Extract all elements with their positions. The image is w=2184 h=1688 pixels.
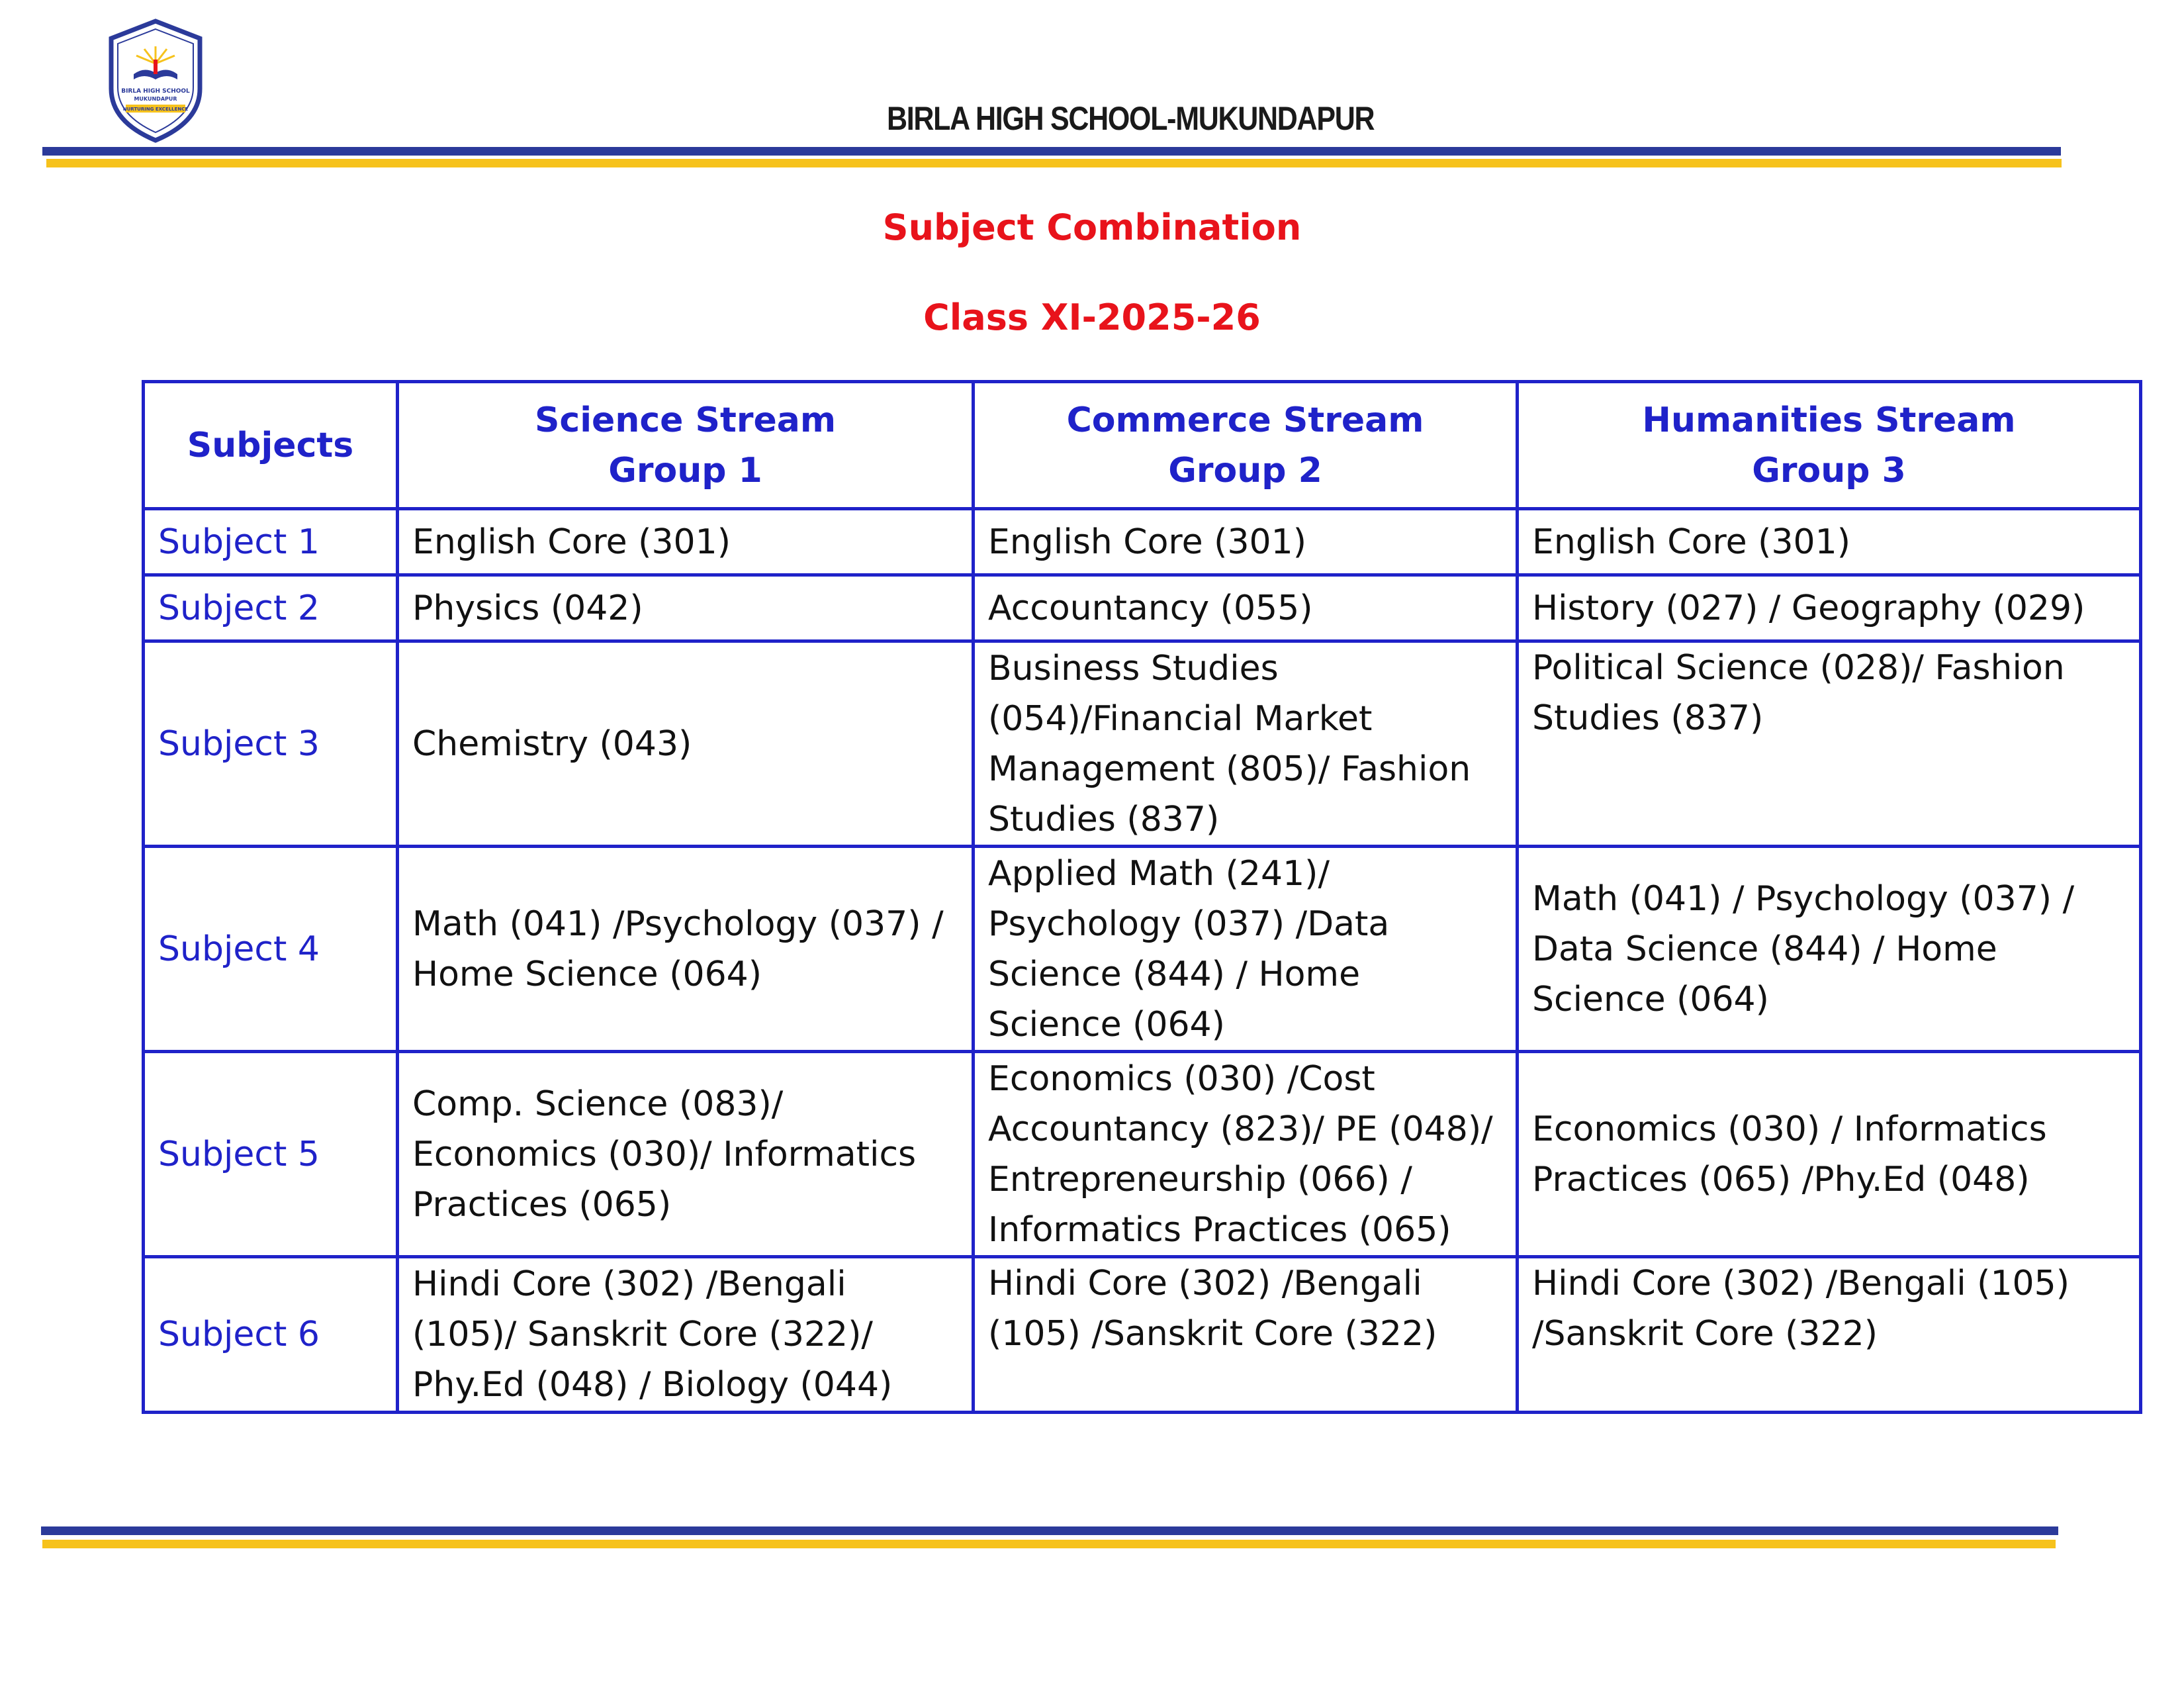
humanities-cell: Math (041) / Psychology (037) / Data Science (844) / Home Science (064) <box>1518 847 2141 1052</box>
row-label: Subject 3 <box>144 641 398 847</box>
row-label: Subject 5 <box>144 1052 398 1257</box>
row-label: Subject 1 <box>144 509 398 575</box>
table-row <box>144 575 2141 641</box>
science-cell: Math (041) /Psychology (037) / Home Science (064) <box>398 847 974 1052</box>
page-title: Subject Combination <box>882 207 1302 248</box>
header-subjects: Subjects <box>144 382 398 509</box>
commerce-cell: Economics (030) /Cost Accountancy (823)/ PE (048)/ Entrepreneurship (066) / Informatics Practices (065) <box>974 1052 1518 1257</box>
table-row <box>144 509 2141 575</box>
school-logo <box>106 17 205 143</box>
table-row <box>144 1052 2141 1257</box>
subject-combination-table <box>142 380 2142 1414</box>
science-cell: Comp. Science (083)/ Economics (030)/ Informatics Practices (065) <box>398 1052 974 1257</box>
commerce-cell: Accountancy (055) <box>974 575 1518 641</box>
humanities-cell: Economics (030) / Informatics Practices (065) /Phy.Ed (048) <box>1518 1052 2141 1257</box>
commerce-cell: Business Studies (054)/Financial Market Management (805)/ Fashion Studies (837) <box>974 641 1518 847</box>
school-name: BIRLA HIGH SCHOOL-MUKUNDAPUR <box>887 100 1375 137</box>
row-label: Subject 4 <box>144 847 398 1052</box>
row-label: Subject 2 <box>144 575 398 641</box>
commerce-cell: Applied Math (241)/ Psychology (037) /Data Science (844) / Home Science (064) <box>974 847 1518 1052</box>
header-divider-yellow <box>46 159 2062 167</box>
science-cell: Physics (042) <box>398 575 974 641</box>
humanities-cell: Political Science (028)/ Fashion Studies (837) <box>1518 641 2141 847</box>
table-row <box>144 641 2141 847</box>
humanities-cell: History (027) / Geography (029) <box>1518 575 2141 641</box>
table-row <box>144 847 2141 1052</box>
header-science-stream: Science Stream Group 1 <box>398 382 974 509</box>
row-label: Subject 6 <box>144 1257 398 1413</box>
svg-text:BIRLA HIGH SCHOOL: BIRLA HIGH SCHOOL <box>121 88 190 95</box>
header-humanities-stream: Humanities Stream Group 3 <box>1518 382 2141 509</box>
science-cell: Hindi Core (302) /Bengali (105)/ Sanskrit Core (322)/ Phy.Ed (048) / Biology (044) <box>398 1257 974 1413</box>
footer-divider-blue <box>41 1526 2058 1535</box>
svg-text:NURTURING EXCELLENCE: NURTURING EXCELLENCE <box>122 107 189 112</box>
commerce-cell: Hindi Core (302) /Bengali (105) /Sanskrit Core (322) <box>974 1257 1518 1413</box>
humanities-cell: Hindi Core (302) /Bengali (105) /Sanskrit Core (322) <box>1518 1257 2141 1413</box>
humanities-cell: English Core (301) <box>1518 509 2141 575</box>
header-commerce-stream: Commerce Stream Group 2 <box>974 382 1518 509</box>
science-cell: Chemistry (043) <box>398 641 974 847</box>
science-cell: English Core (301) <box>398 509 974 575</box>
footer-divider-yellow <box>42 1540 2056 1548</box>
svg-text:MUKUNDAPUR: MUKUNDAPUR <box>134 96 177 102</box>
header-divider-blue <box>42 147 2061 156</box>
table-header-row <box>144 382 2141 509</box>
commerce-cell: English Core (301) <box>974 509 1518 575</box>
table-row <box>144 1257 2141 1413</box>
page-subtitle: Class XI-2025-26 <box>923 297 1261 338</box>
